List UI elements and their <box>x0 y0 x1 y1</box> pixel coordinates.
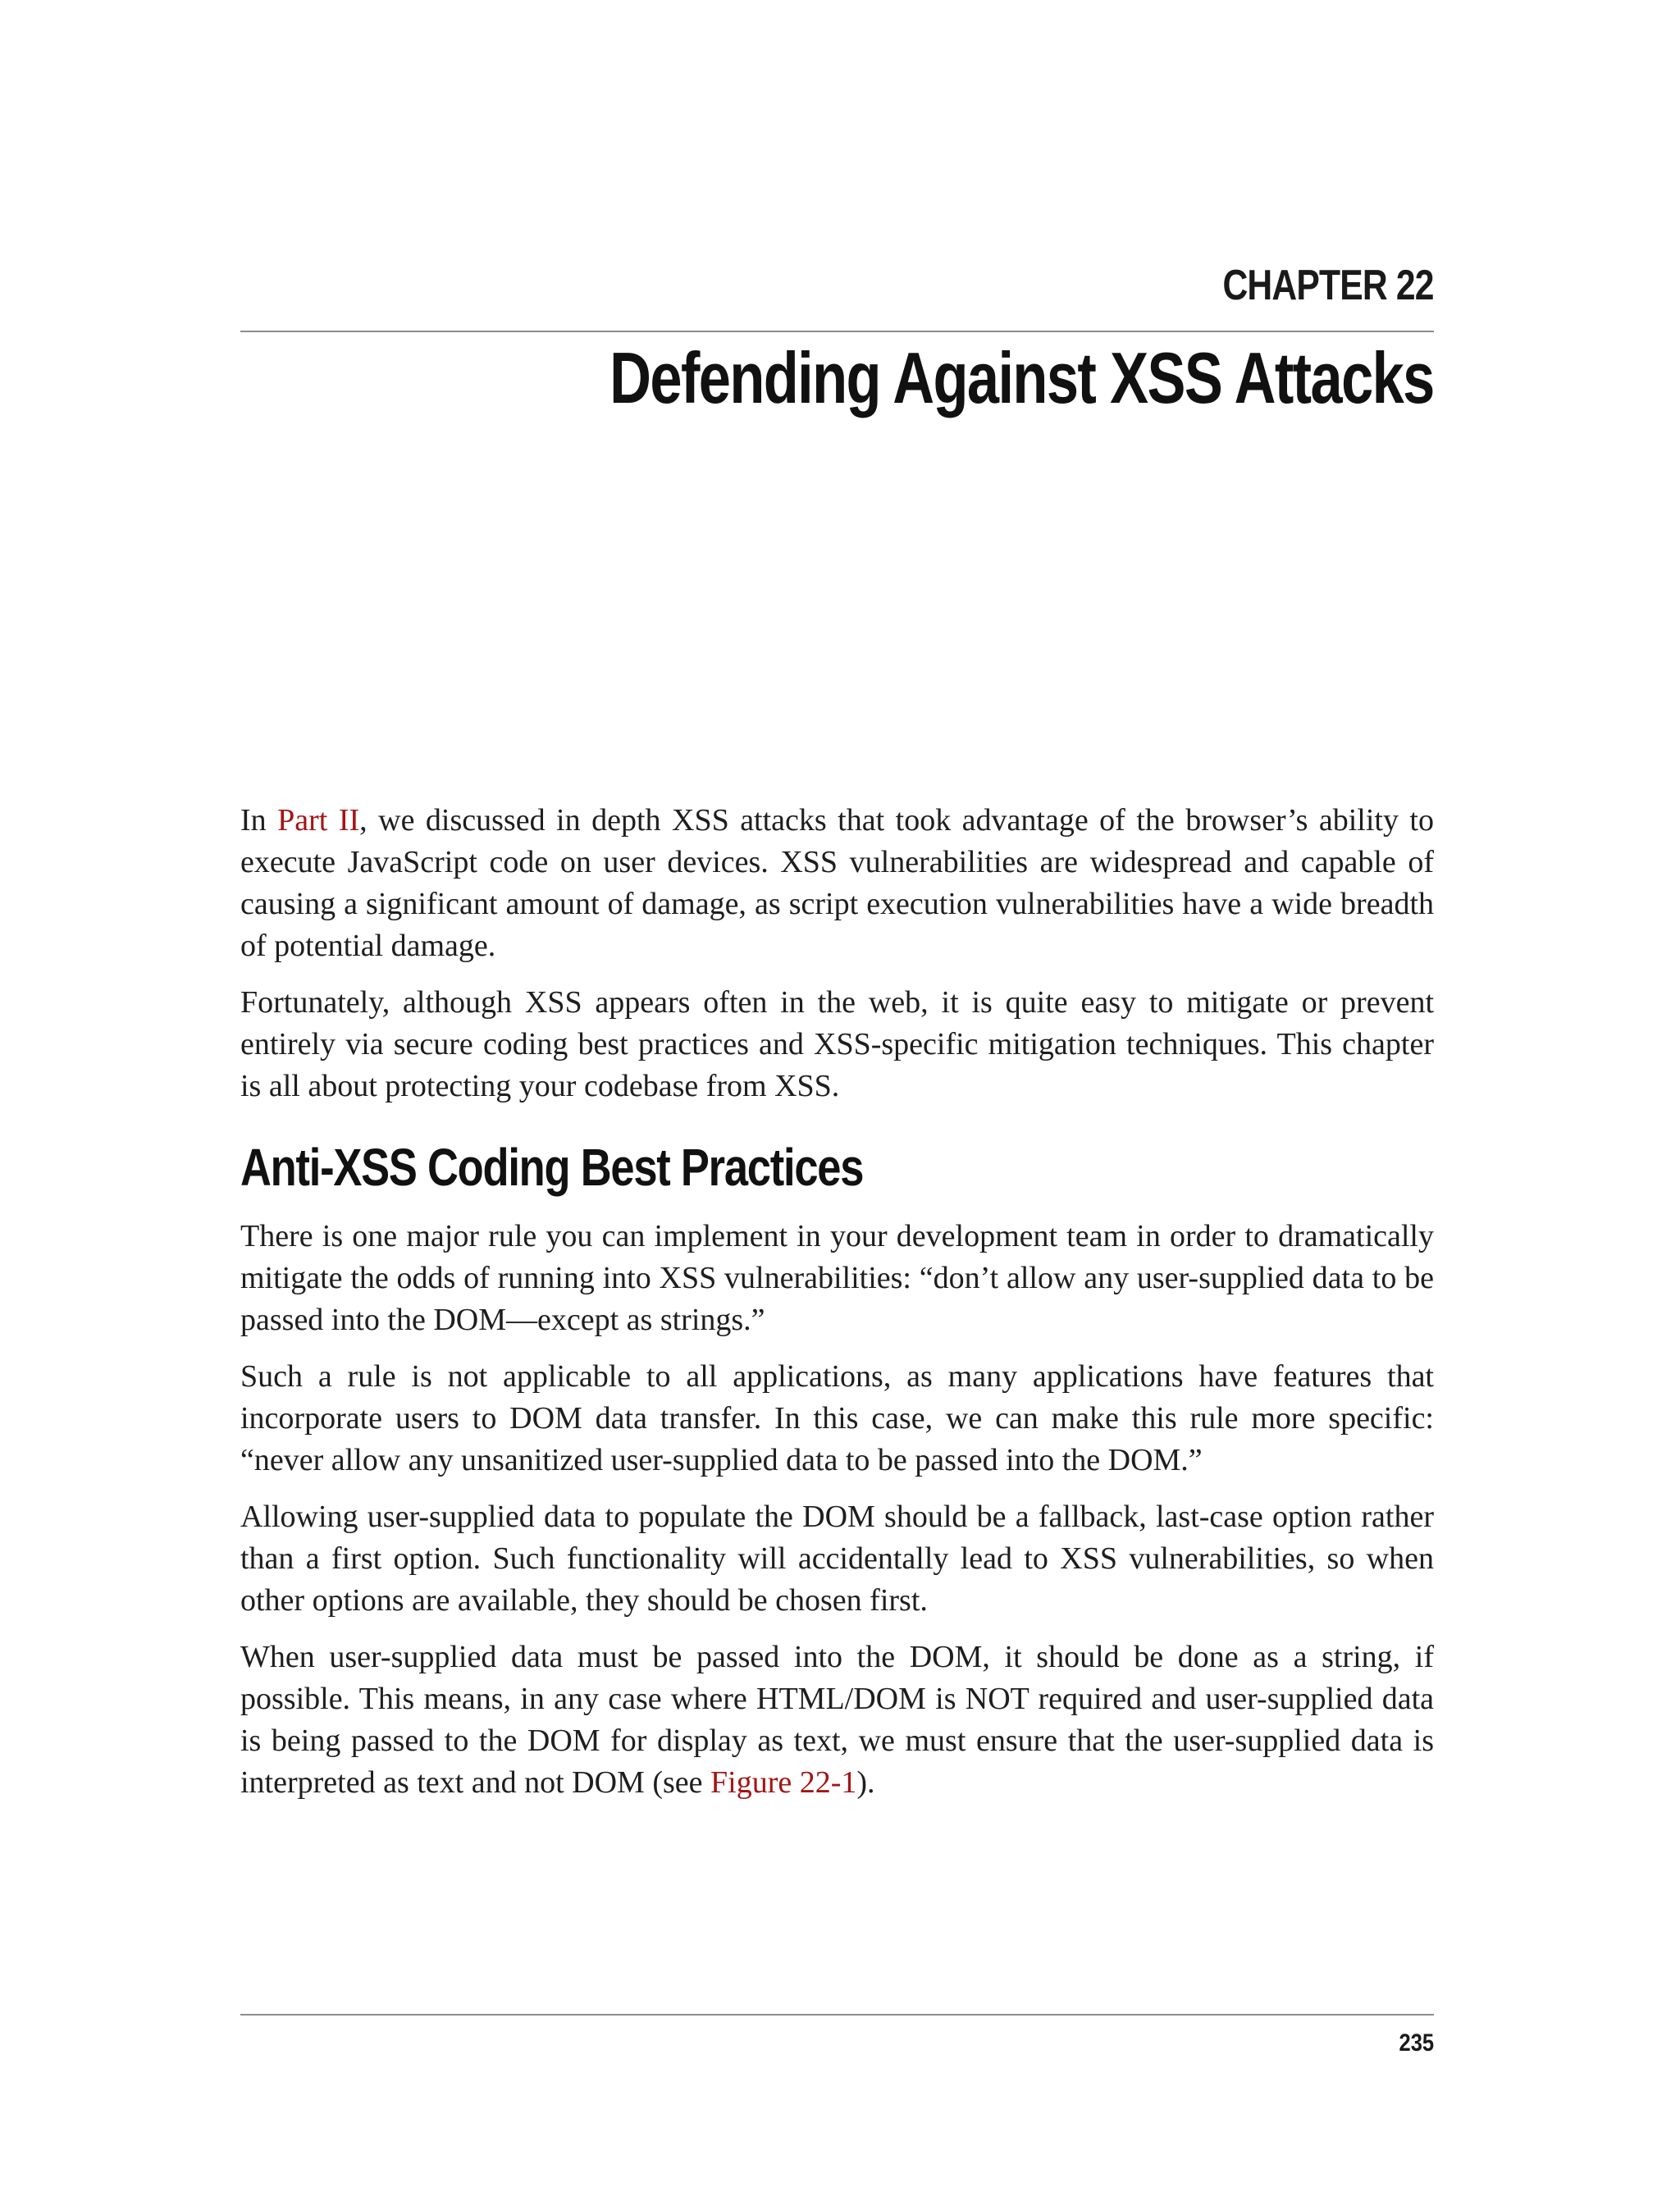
figure-22-1-link[interactable]: Figure 22-1 <box>710 1765 857 1800</box>
chapter-title: Defending Against XSS Attacks <box>609 337 1434 418</box>
intro-paragraph-2: Fortunately, although XSS appears often in the web, it is quite easy to mitigate or prevent entirely via secure coding best practices and XSS-specific mitigation techniques. This chapter is all about protecting your codebase from XSS. <box>240 985 1434 1103</box>
section-paragraph-1: There is one major rule you can implement in your development team in order to dramatically mitigate the odds of running into XSS vulnerabilities: “don’t allow any user-supplied data to be passed into the DOM—except as strings.” <box>240 1219 1434 1337</box>
footer-rule <box>240 2014 1434 2016</box>
section-paragraph-3: Allowing user-supplied data to populate the DOM should be a fallback, last-case option rather than a first option. Such functionality will accidentally lead to XSS vulnerabilities, so when other options are available, they should be chosen first. <box>240 1500 1434 1618</box>
page-content <box>240 800 1434 1819</box>
section-heading: Anti-XSS Coding Best Practices <box>240 1138 864 1197</box>
page-number: 235 <box>1399 2029 1434 2057</box>
intro-paragraph-1: In Part II, we discussed in depth XSS attacks that took advantage of the browser’s ability to execute JavaScript code on user devices. XSS vulnerabilities are widespread and capable of causing a significant amount of damage, as script execution vulnerabilities have a wide breadth of potential damage. <box>240 803 1434 963</box>
chapter-label: CHAPTER 22 <box>1222 262 1434 309</box>
section-paragraph-2: Such a rule is not applicable to all applications, as many applications have features that incorporate users to DOM data transfer. In this case, we can make this rule more specific: “never allow any unsanitized user-supplied data to be passed into the DOM.” <box>240 1359 1434 1477</box>
part-ii-link[interactable]: Part II <box>277 803 360 838</box>
chapter-rule <box>240 331 1434 332</box>
section-paragraph-4: When user-supplied data must be passed into the DOM, it should be done as a string, if possible. This means, in any case where HTML/DOM is NOT required and user-supplied data is being passed to the DOM for display as text, we must ensure that the user-supplied data is interpreted as text and not DOM (see Figure 22-1). <box>240 1640 1434 1800</box>
